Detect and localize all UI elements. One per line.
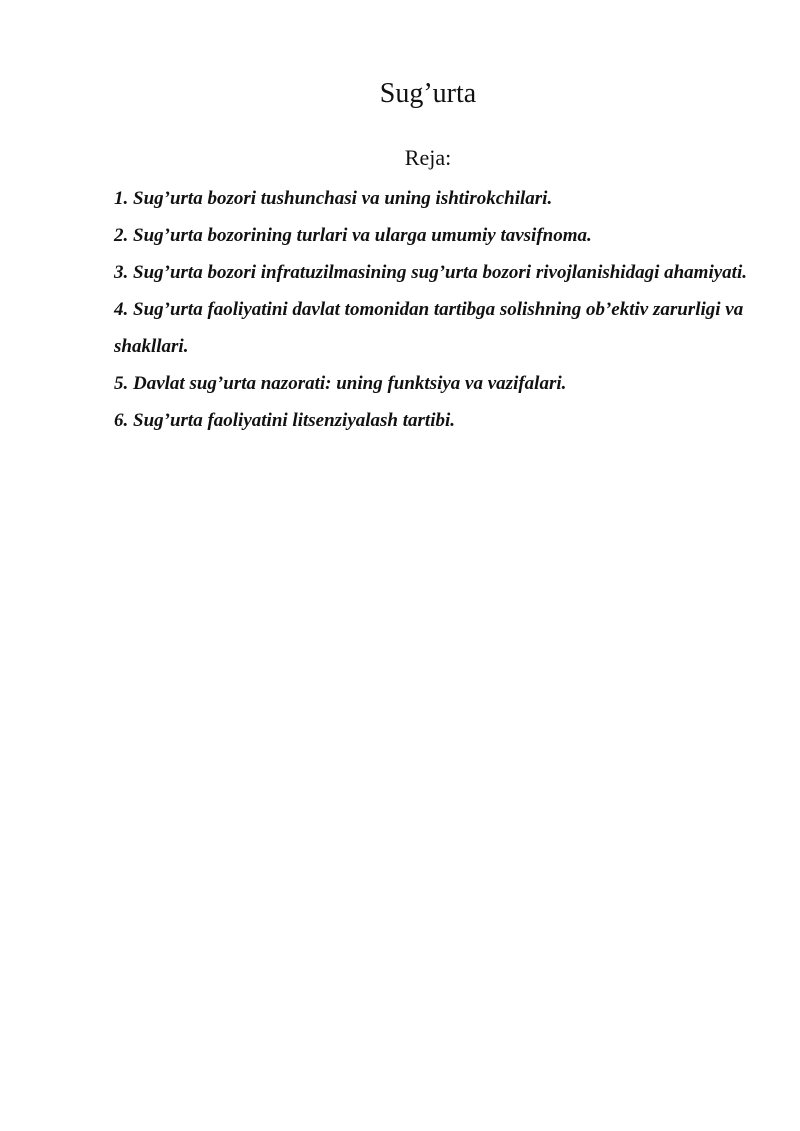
plan-list	[114, 180, 764, 439]
plan-heading: Reja:	[404, 145, 452, 170]
plan-item-3: 3. Sug’urta bozori infratuzilmasining sug’urta bozori rivojlanishidagi ahamiyati.	[114, 262, 747, 283]
plan-item-6: 6. Sug’urta faoliyatini litsenziyalash tartibi.	[114, 410, 456, 431]
plan-item-4: 4. Sug’urta faoliyatini davlat tomonidan tartibga solishning ob’ektiv zarurligi va shakllari.	[114, 299, 744, 357]
plan-item-2: 2. Sug’urta bozorining turlari va ularga umumiy tavsifnoma.	[114, 225, 592, 246]
document-title: Sug’urta	[379, 78, 477, 109]
plan-item-1: 1. Sug’urta bozori tushunchasi va uning ishtirokchilari.	[114, 188, 553, 209]
plan-item-5: 5. Davlat sug’urta nazorati: uning funktsiya va vazifalari.	[114, 373, 567, 394]
